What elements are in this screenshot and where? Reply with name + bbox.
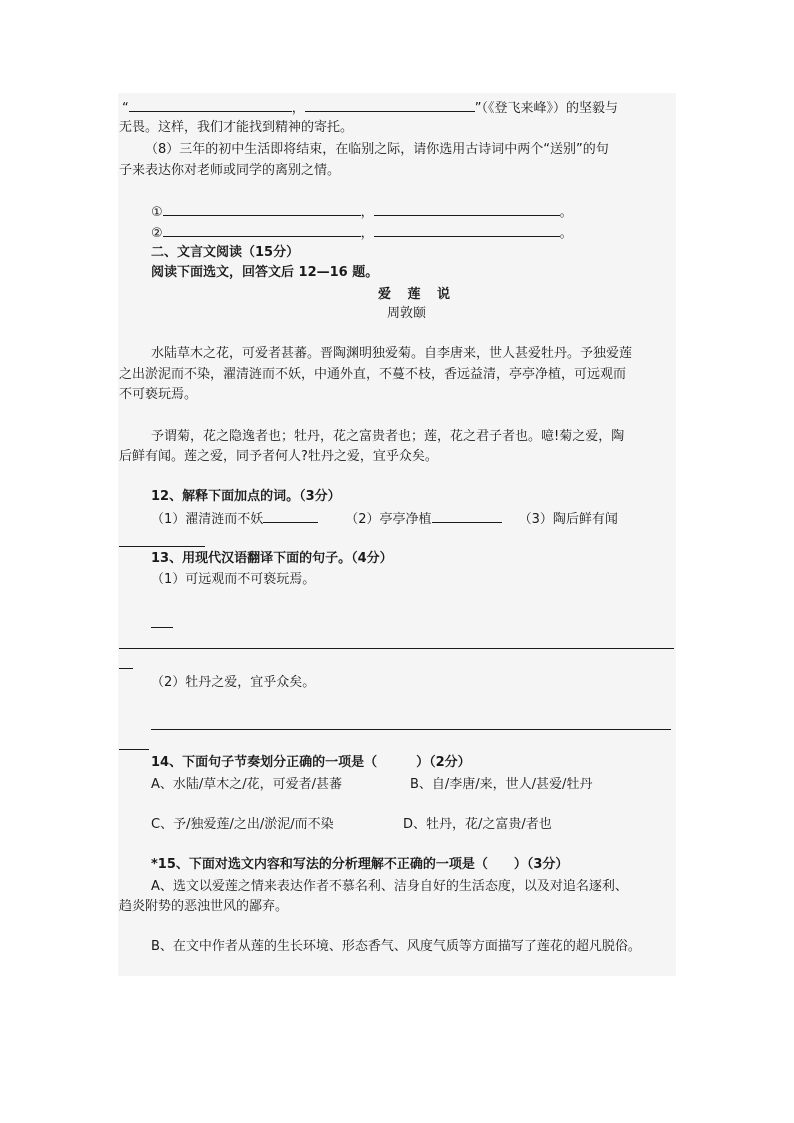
q14-title: 14、下面句子节奏划分正确的一项是（ ）（2分） (151, 755, 471, 770)
q12-items (151, 510, 618, 528)
poem-fill-line (122, 99, 618, 117)
farewell-blank-2a[interactable] (163, 224, 361, 237)
farewell-blank-1b[interactable] (374, 203, 560, 216)
essay-title: 爱 莲 说 (378, 287, 457, 302)
q12-item-3: （3）陶后鲜有闻 (518, 512, 618, 527)
para1-line-2: 之出淤泥而不染，濯清涟而不妖，中通外直，不蔓不枝，香远益清，亭亭净植，可远观而 (119, 367, 627, 382)
section2-title: 二、文言文阅读（15分） (151, 245, 300, 260)
q13-item-2: （2）牡丹之爱，宜乎众矣。 (151, 675, 316, 690)
q12-item-1: （1）濯清涟而不妖 (151, 512, 264, 527)
period: 。 (559, 205, 573, 220)
section2-instruction: 阅读下面选文，回答文后 12—16 题。 (151, 265, 379, 280)
q14-option-d[interactable]: D、牡丹，花/之富贵/者也 (403, 817, 552, 832)
mark-1: ① (151, 205, 163, 220)
q13-answer-2-line[interactable] (151, 729, 671, 730)
farewell-blank-2b[interactable] (374, 224, 560, 237)
q14-option-b[interactable]: B、自/李唐/来，世人/甚爱/牡丹 (410, 777, 593, 792)
q15-title: *15、下面对选文内容和写法的分析理解不正确的一项是（ ）（3分） (151, 857, 569, 872)
essay-author: 周敦颐 (387, 306, 427, 321)
q12-blank-3[interactable] (119, 546, 205, 547)
q15-option-b[interactable]: B、在文中作者从莲的生长环境、形态香气、风度气质等方面描写了莲花的超凡脱俗。 (151, 939, 641, 954)
q13-answer-1-line[interactable] (119, 648, 674, 649)
poem-blank-2[interactable] (305, 99, 475, 112)
q15-option-a-line-1[interactable]: A、选文以爱莲之情来表达作者不慕名利、洁身自好的生活态度，以及对追名逐利、 (151, 879, 628, 894)
poem-line-2: 无畏。这样，我们才能找到精神的寄托。 (119, 120, 354, 135)
farewell-blank-1a[interactable] (163, 203, 361, 216)
para2-line-1: 予谓菊，花之隐逸者也；牡丹，花之富贵者也；莲，花之君子者也。噫!菊之爱，陶 (151, 429, 625, 444)
q14-option-a[interactable]: A、水陆/草木之/花，可爱者/甚蕃 (151, 777, 343, 792)
q8-line-2: 子来表达你对老师或同学的离别之情。 (119, 163, 341, 178)
comma: ， (360, 226, 374, 241)
q13-answer-1-start[interactable] (151, 627, 173, 628)
q14-option-c[interactable]: C、予/独爱莲/之出/淤泥/而不染 (151, 817, 334, 832)
comma: ， (360, 205, 374, 220)
q13-title: 13、用现代汉语翻译下面的句子。（4分） (151, 551, 393, 566)
q13-answer-1-end[interactable] (119, 668, 133, 669)
poem-blank-1[interactable] (129, 99, 292, 112)
farewell-line-2 (151, 224, 573, 242)
q12-blank-1[interactable] (263, 510, 318, 523)
poem-line-tail: ”（《登飞来峰》）的坚毅与 (474, 101, 619, 116)
mark-2: ② (151, 226, 163, 241)
q8-line-1: （8）三年的初中生活即将结束，在临别之际，请你选用古诗词中两个“送别”的句 (145, 142, 609, 157)
para1-line-1: 水陆草木之花，可爱者甚蕃。晋陶渊明独爱菊。自李唐来，世人甚爱牡丹。予独爱莲 (151, 346, 633, 361)
farewell-line-1 (151, 203, 573, 221)
q13-answer-2-end[interactable] (119, 749, 149, 750)
para1-line-3: 不可亵玩焉。 (119, 387, 198, 402)
q15-option-a-line-2: 趋炎附势的恶浊世风的鄙弃。 (119, 899, 289, 914)
open-quote: “ (122, 101, 129, 116)
q13-item-1: （1）可远观而不可亵玩焉。 (151, 572, 316, 587)
q12-item-2: （2）亭亭净植 (345, 512, 432, 527)
comma: ， (291, 101, 305, 116)
q12-title: 12、解释下面加点的词。（3分） (151, 489, 341, 504)
q12-blank-2[interactable] (432, 510, 502, 523)
period: 。 (559, 226, 573, 241)
para2-line-2: 后鲜有闻。莲之爱，同予者何人?牡丹之爱，宜乎众矣。 (119, 449, 438, 464)
